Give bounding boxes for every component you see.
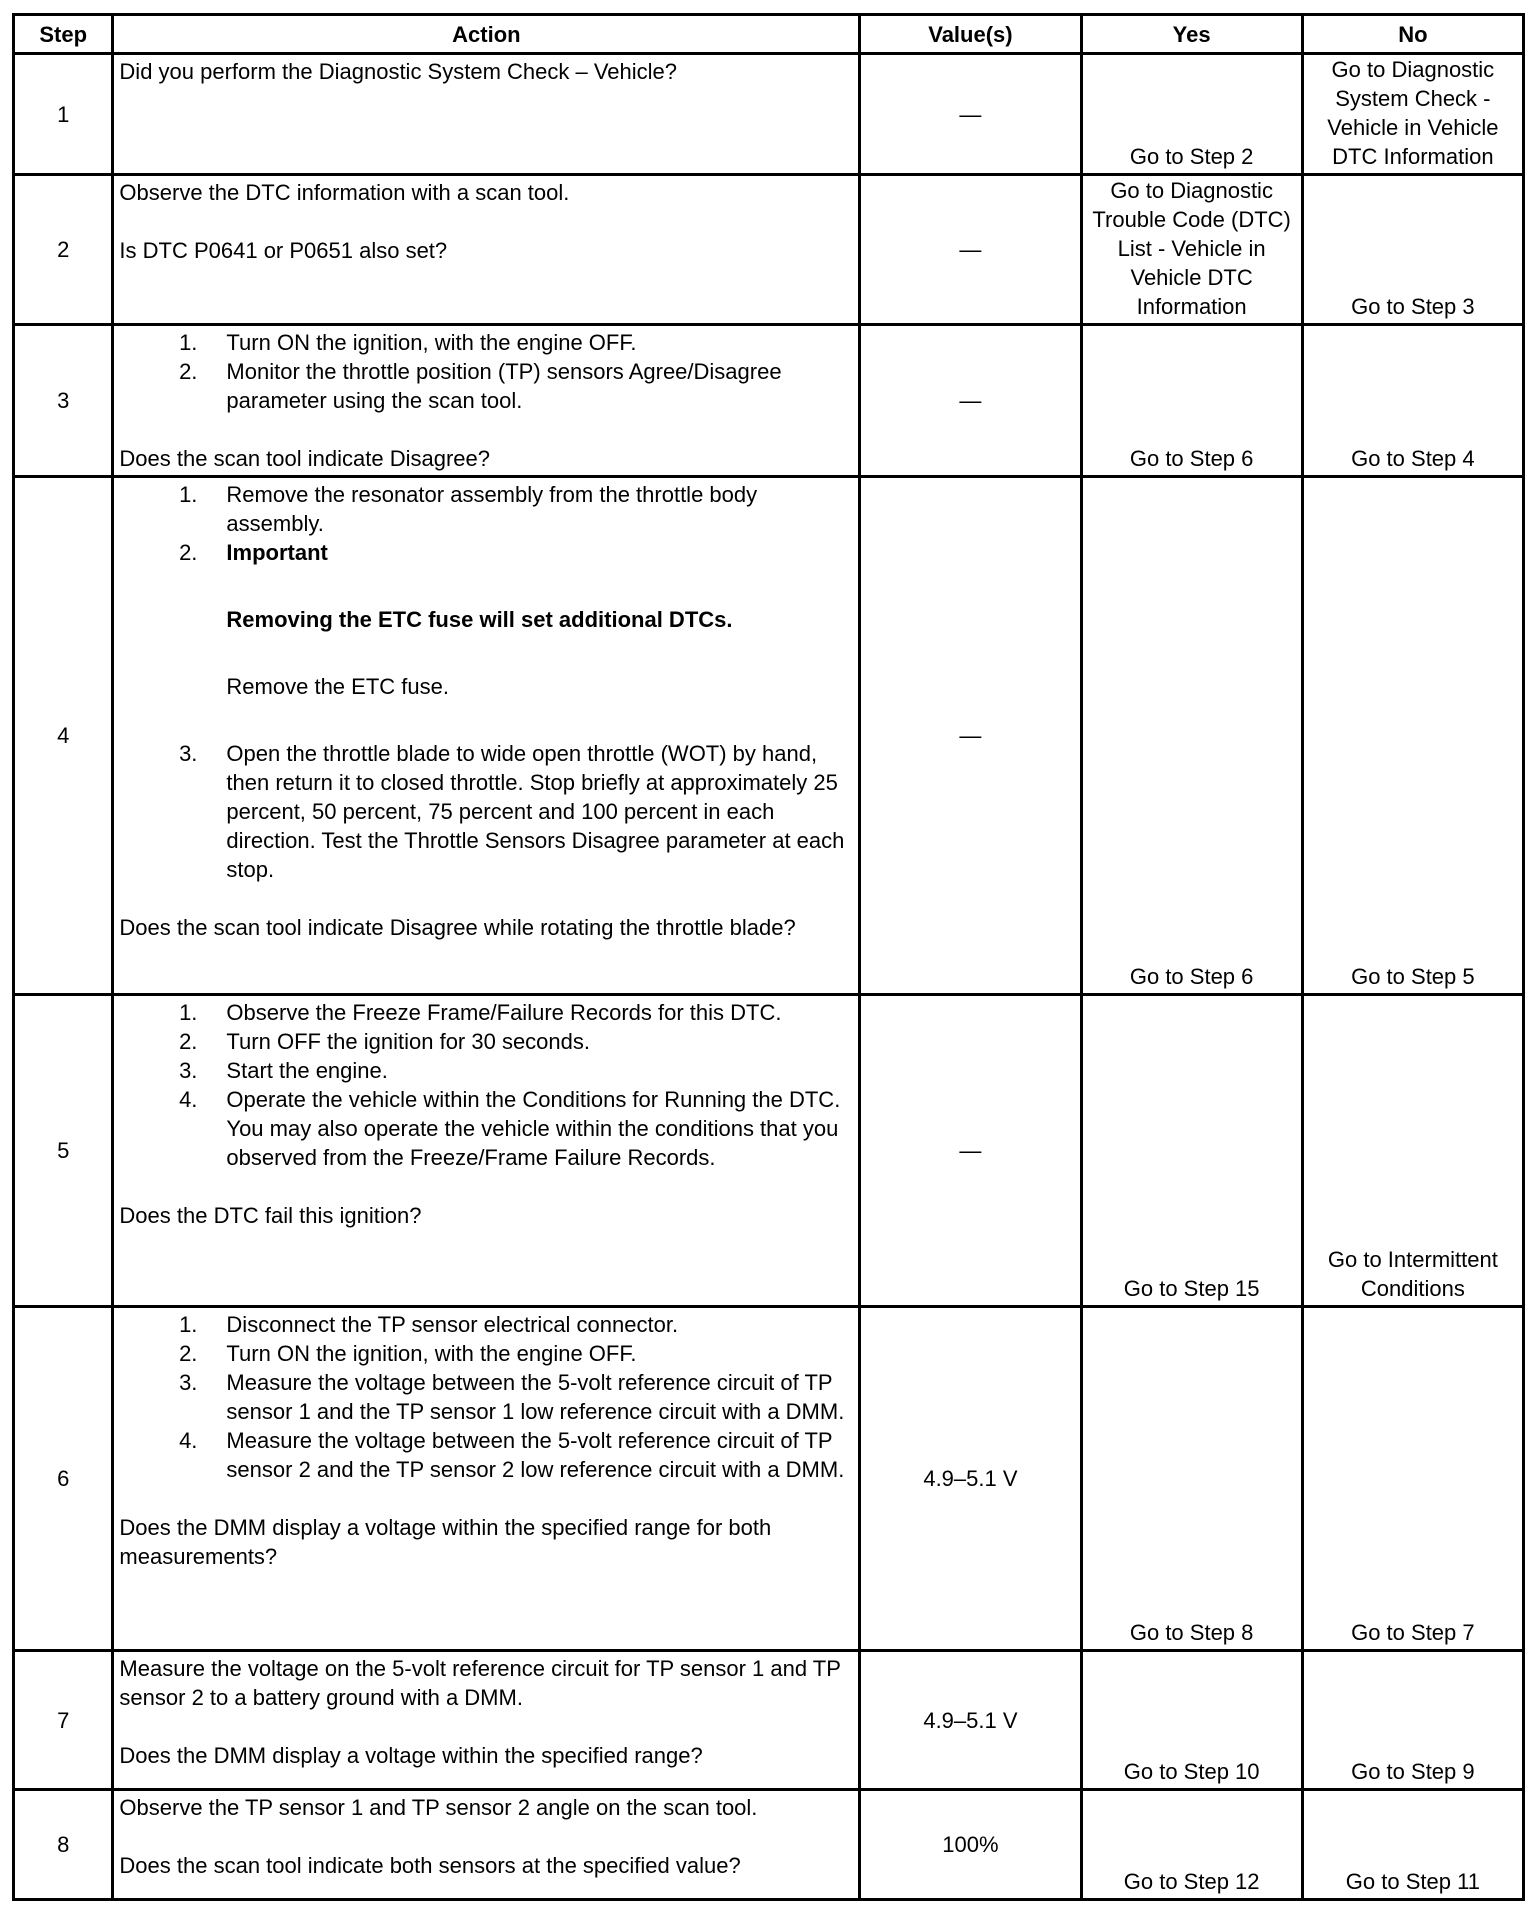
header-yes: Yes bbox=[1081, 15, 1302, 54]
step-number: 1 bbox=[14, 54, 113, 175]
list-item: 1. Disconnect the TP sensor electrical connector. bbox=[179, 1312, 679, 1337]
header-row bbox=[14, 15, 1524, 54]
action-intro: Observe the TP sensor 1 and TP sensor 2 angle on the scan tool. bbox=[119, 1795, 758, 1820]
diagnostic-table-sheet bbox=[12, 13, 1525, 1901]
action-list bbox=[119, 328, 852, 415]
action-question: Does the DTC fail this ignition? bbox=[119, 1203, 422, 1228]
no-cell: Go to Step 3 bbox=[1302, 175, 1523, 325]
step-number: 4 bbox=[14, 477, 113, 995]
action-intro: Observe the DTC information with a scan tool. bbox=[119, 180, 570, 205]
header-no: No bbox=[1302, 15, 1523, 54]
table-row bbox=[14, 175, 1524, 325]
action-cell bbox=[113, 477, 860, 995]
action-cell bbox=[113, 325, 860, 477]
important-note: Removing the ETC fuse will set additional DTCs. bbox=[226, 607, 733, 632]
list-item: 1. Turn ON the ignition, with the engine OFF. bbox=[179, 330, 637, 355]
yes-cell: Go to Step 6 bbox=[1081, 477, 1302, 995]
step-number: 6 bbox=[14, 1307, 113, 1651]
action-question: Does the scan tool indicate both sensors at the specified value? bbox=[119, 1853, 741, 1878]
list-item: 3. Measure the voltage between the 5-volt reference circuit of TP sensor 1 and the TP sensor 1 low reference circuit with a DMM. bbox=[179, 1370, 845, 1424]
no-cell: Go to Step 5 bbox=[1302, 477, 1523, 995]
action-cell bbox=[113, 995, 860, 1307]
no-cell: Go to Step 4 bbox=[1302, 325, 1523, 477]
table-row bbox=[14, 1651, 1524, 1790]
list-item: 3. Start the engine. bbox=[179, 1058, 388, 1083]
list-item-text: Remove the ETC fuse. bbox=[226, 674, 449, 699]
value-cell: — bbox=[860, 175, 1081, 325]
action-cell bbox=[113, 1307, 860, 1651]
no-cell: Go to Step 7 bbox=[1302, 1307, 1523, 1651]
table-row bbox=[14, 995, 1524, 1307]
step-number: 2 bbox=[14, 175, 113, 325]
action-question: Did you perform the Diagnostic System Check – Vehicle? bbox=[119, 59, 678, 84]
yes-cell: Go to Step 10 bbox=[1081, 1651, 1302, 1790]
diagnostic-table bbox=[12, 13, 1525, 1901]
list-item: 2. Turn ON the ignition, with the engine OFF. bbox=[179, 1341, 637, 1366]
important-heading: Important bbox=[226, 540, 328, 565]
action-list bbox=[119, 1310, 852, 1484]
table-row bbox=[14, 325, 1524, 477]
action-cell bbox=[113, 175, 860, 325]
step-number: 8 bbox=[14, 1790, 113, 1900]
yes-cell: Go to Step 12 bbox=[1081, 1790, 1302, 1900]
action-question: Does the DMM display a voltage within the specified range? bbox=[119, 1743, 703, 1768]
action-intro: Measure the voltage on the 5-volt reference circuit for TP sensor 1 and TP sensor 2 to a battery ground with a DMM. bbox=[119, 1656, 841, 1710]
list-item: 2. Monitor the throttle position (TP) sensors Agree/Disagree parameter using the scan tool. bbox=[179, 359, 782, 413]
action-list bbox=[119, 998, 852, 1172]
list-item: 4. Measure the voltage between the 5-volt reference circuit of TP sensor 2 and the TP sensor 2 low reference circuit with a DMM. bbox=[179, 1428, 845, 1482]
list-item: 4. Operate the vehicle within the Conditions for Running the DTC. You may also operate the vehicle within the conditions that you observed from the Freeze/Frame Failure Records. bbox=[179, 1087, 841, 1170]
action-question: Does the DMM display a voltage within the specified range for both measurements? bbox=[119, 1515, 772, 1569]
action-cell bbox=[113, 1790, 860, 1900]
value-cell: 100% bbox=[860, 1790, 1081, 1900]
yes-cell: Go to Step 15 bbox=[1081, 995, 1302, 1307]
action-list bbox=[119, 480, 852, 884]
no-cell: Go to Step 11 bbox=[1302, 1790, 1523, 1900]
action-question: Is DTC P0641 or P0651 also set? bbox=[119, 238, 448, 263]
action-cell bbox=[113, 54, 860, 175]
yes-cell: Go to Step 2 bbox=[1081, 54, 1302, 175]
header-action: Action bbox=[113, 15, 860, 54]
step-number: 7 bbox=[14, 1651, 113, 1790]
value-cell: — bbox=[860, 477, 1081, 995]
value-cell: 4.9–5.1 V bbox=[860, 1307, 1081, 1651]
yes-cell: Go to Diagnostic Trouble Code (DTC) List - Vehicle in Vehicle DTC Information bbox=[1081, 175, 1302, 325]
value-cell: 4.9–5.1 V bbox=[860, 1651, 1081, 1790]
action-cell bbox=[113, 1651, 860, 1790]
list-item: 2. Important Removing the ETC fuse will set additional DTCs. Remove the ETC fuse. bbox=[179, 540, 733, 699]
list-item: 1. Observe the Freeze Frame/Failure Records for this DTC. bbox=[179, 1000, 782, 1025]
header-step: Step bbox=[14, 15, 113, 54]
table-row bbox=[14, 1307, 1524, 1651]
header-values: Value(s) bbox=[860, 15, 1081, 54]
list-item: 1. Remove the resonator assembly from the throttle body assembly. bbox=[179, 482, 758, 536]
table-row bbox=[14, 54, 1524, 175]
action-question: Does the scan tool indicate Disagree while rotating the throttle blade? bbox=[119, 915, 796, 940]
step-number: 5 bbox=[14, 995, 113, 1307]
action-question: Does the scan tool indicate Disagree? bbox=[119, 446, 490, 471]
yes-cell: Go to Step 8 bbox=[1081, 1307, 1302, 1651]
step-number: 3 bbox=[14, 325, 113, 477]
no-cell: Go to Diagnostic System Check - Vehicle in Vehicle DTC Information bbox=[1302, 54, 1523, 175]
table-row bbox=[14, 477, 1524, 995]
value-cell: — bbox=[860, 995, 1081, 1307]
list-item: 2. Turn OFF the ignition for 30 seconds. bbox=[179, 1029, 591, 1054]
no-cell: Go to Step 9 bbox=[1302, 1651, 1523, 1790]
value-cell: — bbox=[860, 325, 1081, 477]
list-item: 3. Open the throttle blade to wide open throttle (WOT) by hand, then return it to closed throttle. Stop briefly at approximately 25 percent, 50 percent, 75 percent and 100 percent in each direction. Test the Throttle Sensors Disagree parameter at each stop. bbox=[179, 741, 845, 882]
table-row bbox=[14, 1790, 1524, 1900]
no-cell: Go to Intermittent Conditions bbox=[1302, 995, 1523, 1307]
yes-cell: Go to Step 6 bbox=[1081, 325, 1302, 477]
value-cell: — bbox=[860, 54, 1081, 175]
